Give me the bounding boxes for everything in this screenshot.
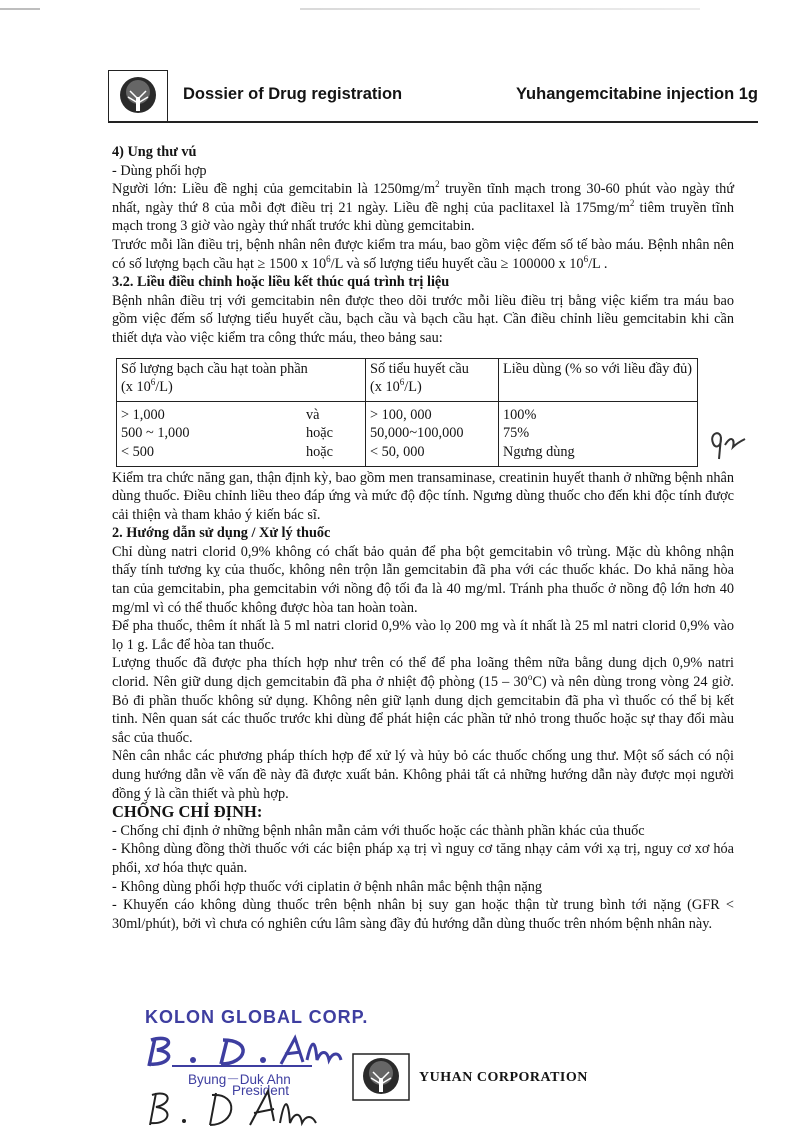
list-item: - Chống chỉ định ở những bệnh nhân mẫn cảm với thuốc hoặc các thành phần khác của thuốc (112, 822, 645, 839)
stamp-person-name: Byung－Duk Ahn (188, 1072, 291, 1087)
table-cell: > 100, 000 50,000~100,000 < 50, 000 (366, 401, 499, 466)
yuhan-logo-box (108, 70, 168, 122)
dose-adjustment-table (116, 358, 698, 467)
tree-logo-icon (118, 75, 158, 117)
sub-heading: - Dùng phối hợp (112, 162, 207, 179)
paragraph: Trước mỗi lần điều trị, bệnh nhân nên được kiểm tra máu, bao gồm việc đếm số tế bào máu. Bệnh nhân nên có số lượng bạch cầu hạt ≥ 1500 x $10^6/L$ và số lượng tiểu huyết cầu ≥ 100000 x $10^6/L$ . (112, 236, 734, 272)
signature-drawing (140, 1085, 330, 1130)
list-item: - Khuyến cáo không dùng thuốc trên bệnh nhân bị suy gan hoặc thận từ trung bình tới nặng (GFR < 30ml/phút), bởi vì chưa có nghiên cứu lâm sàng đầy đủ hướng dẫn dùng thuốc trên nhóm bệnh nhân này. (112, 897, 734, 932)
company-stamp-name: KOLON GLOBAL CORP. (145, 1007, 369, 1027)
table-header-cell: Liều dùng (% so với liều đầy đủ) (499, 358, 698, 401)
company-name: YUHAN CORPORATION (419, 1070, 588, 1085)
list-item: - Không dùng đồng thời thuốc với các biện pháp xạ trị vì nguy cơ tăng nhạy cảm với xạ trị, nguy cơ xơ hóa phổi, xơ hóa thực quản. (112, 841, 734, 876)
table-header-cell: Số tiểu huyết cầu (x $10^6/L$) (366, 358, 499, 401)
signature-drawing (135, 1030, 365, 1070)
paragraph: Để pha thuốc, thêm ít nhất là 5 ml natri clorid 0,9% vào lọ 200 mg và ít nhất là 25 ml natri clorid 0,9% vào lọ 1 g. Lắc để hòa tan thuốc. (112, 618, 734, 653)
table-header-cell: Số lượng bạch cầu hạt toàn phần (x $10^6/L$) (117, 358, 366, 401)
stamp-divider (172, 1065, 312, 1067)
handwritten-initial-mark (705, 425, 755, 465)
header-rule (108, 121, 758, 123)
list-item: - Không dùng phối hợp thuốc với ciplatin ở bệnh nhân mắc bệnh thận nặng (112, 878, 543, 895)
paragraph: Người lớn: Liều đề nghị của gemcitabin là $1250mg/m^2$ truyền tĩnh mạch trong 30-60 phút vào ngày thứ nhất, ngày thứ 8 của mỗi đợt điều trị 21 ngày. Liều đề nghị của paclitaxel là $175mg/m^2$ tiêm truyền tĩnh mạch trong 3 giờ vào ngày thứ nhất trước khi dùng gemcitabin. (112, 179, 734, 235)
paragraph: Kiểm tra chức năng gan, thận định kỳ, bao gồm men transaminase, creatinin huyết thanh ở những bệnh nhân dùng thuốc. Điều chỉnh liều theo đáp ứng và mức độ độc tính. Ngưng dùng thuốc cho đến khi độc tính được cải thiện và tham khảo ý kiến bác sĩ. (112, 469, 734, 523)
header-right-title: Yuhangemcitabine injection 1g (515, 85, 758, 103)
document-body (112, 143, 734, 933)
header-left-title: Dossier of Drug registration (183, 85, 403, 103)
section-heading: 3.2. Liều điều chỉnh hoặc liều kết thúc quá trình trị liệu (112, 274, 450, 291)
stamp-person-title: President (232, 1083, 290, 1098)
table-header-row (117, 358, 698, 401)
paragraph: Lượng thuốc đã được pha thích hợp như trên có thể để pha loãng thêm nữa bằng dung dịch 0,9% natri clorid. Nên giữ dung dịch gemcitabin đã pha ở nhiệt độ phòng (15 – 30$^o$C) và nên dùng trong vòng 24 giờ. Bỏ đi phần thuốc không sử dụng. Không nên giữ lạnh dung dịch gemcitabin đã pha vì thuốc có thể bị kết tinh. Nên quan sát các thuốc trước khi dùng để phát hiện các phần tử nhỏ trong thuốc hoặc sự thay đổi màu sắc của thuốc. (112, 655, 735, 746)
page-header (108, 70, 758, 124)
section-heading: CHỐNG CHỈ ĐỊNH: (112, 802, 263, 822)
table-cell: > 1,000 và 500 ~ 1,000 hoặc < 500 hoặc (117, 401, 366, 466)
section-heading: 4) Ung thư vú (112, 144, 197, 160)
paragraph: Chỉ dùng natri clorid 0,9% không có chất bảo quản để pha bột gemcitabin vô trùng. Mặc dù không nhận thấy tính tương kỵ của thuốc, không nên trộn lẫn gemcitabin đã pha với các thuốc khác. Do khả năng hòa tan của gemcitabin, pha gemcitabin với nồng độ tối đa là 40 mg/ml. Tránh pha thuốc ở nồng độ lớn hơn 40 mg/ml vì có thể thuốc không được hòa tan hoàn toàn. (112, 543, 734, 616)
tree-logo-icon (352, 1053, 410, 1101)
table-row (117, 401, 698, 466)
section-heading: 2. Hướng dẫn sử dụng / Xử lý thuốc (112, 525, 331, 542)
table-cell: 100% 75% Ngưng dùng (499, 401, 698, 466)
paragraph: Nên cân nhắc các phương pháp thích hợp để xử lý và hủy bỏ các thuốc chống ung thư. Một số sách có nội dung hướng dẫn về vấn đề này đã được xuất bản. Không phải tất cả những hướng dẫn này được mọi người đồng ý là cần thiết và phù hợp. (112, 748, 734, 802)
scan-artifact (0, 8, 800, 10)
paragraph: Bệnh nhân điều trị với gemcitabin nên được theo dõi trước mỗi liều điều trị bằng việc kiểm tra máu bao gồm việc đếm số lượng tiểu huyết cầu, bạch cầu và bạch cầu hạt. Cần điều chỉnh liều gemcitabin khi cần thiết dựa vào việc kiểm tra công thức máu, theo bảng sau: (112, 292, 734, 346)
